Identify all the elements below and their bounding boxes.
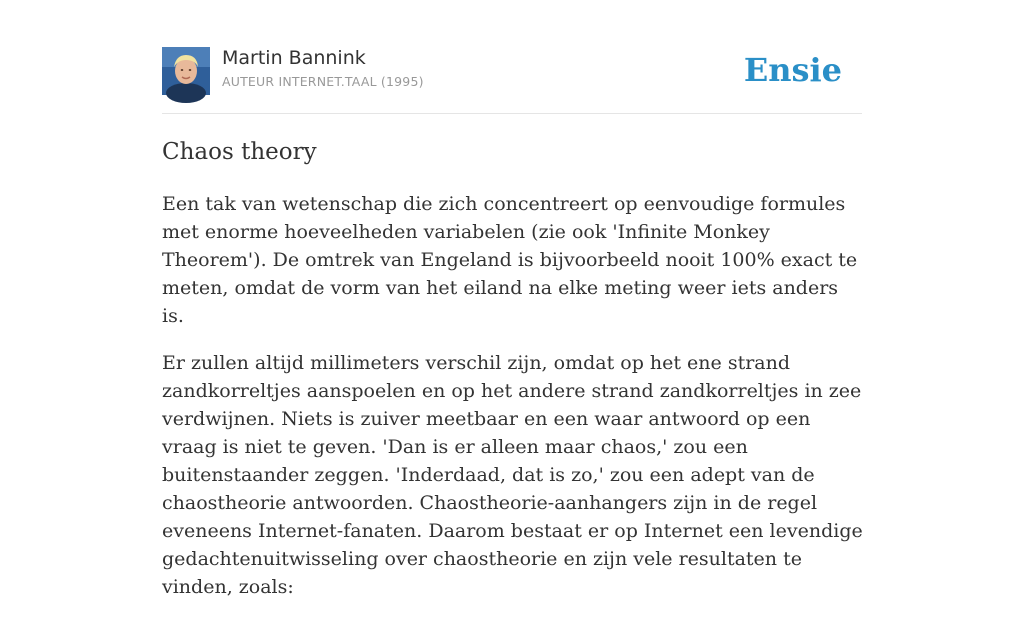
brand-logo[interactable]: Ensie xyxy=(743,51,842,89)
author-meta: AUTEUR INTERNET.TAAL (1995) xyxy=(222,74,424,89)
header-divider xyxy=(162,113,862,114)
avatar-image xyxy=(162,47,210,95)
author-name[interactable]: Martin Bannink xyxy=(222,47,366,69)
article-paragraph: Een tak van wetenschap die zich concentreert op eenvoudige formules met enorme hoeveelheden variabelen (zie ook 'Infinite Monkey Theorem'). De omtrek van Engeland is bijvoorbeeld nooit 100% exact te meten, omdat de vorm van het eiland na elke meting weer iets anders is. xyxy=(162,193,858,327)
article-body xyxy=(162,190,864,620)
article-title: Chaos theory xyxy=(162,139,317,165)
author-avatar[interactable] xyxy=(162,47,210,95)
article-paragraph: Er zullen altijd millimeters verschil zijn, omdat op het ene strand zandkorreltjes aanspoelen en op het andere strand zandkorreltjes in zee verdwijnen. Niets is zuiver meetbaar en een waar antwoord op een vraag is niet te geven. 'Dan is er alleen maar chaos,' zou een buitenstaander zeggen. 'Inderdaad, dat is zo,' zou een adept van de chaostheorie antwoorden. Chaostheorie-aanhangers zijn in de regel eveneens Internet-fanaten. Daarom bestaat er op Internet een levendige gedachtenuitwisseling over chaostheorie en zijn vele resultaten te vinden, zoals: xyxy=(162,352,863,598)
author-header xyxy=(162,46,862,96)
